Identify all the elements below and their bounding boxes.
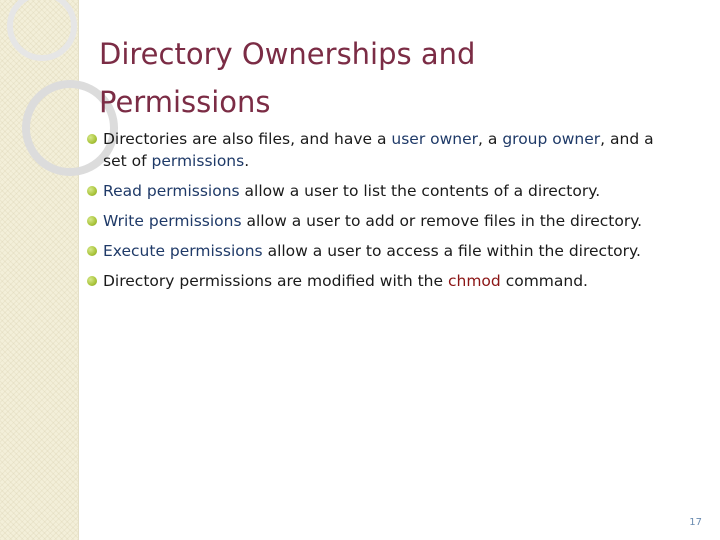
bullet-text: allow a user to access a file within the directory. <box>262 242 641 260</box>
bullet-item-execute <box>0 236 700 266</box>
bullet-dot-icon <box>87 276 97 286</box>
bullet-text: Directory permissions are modified with the <box>103 272 448 290</box>
slide-title <box>99 30 659 126</box>
bullet-text: . <box>244 152 250 170</box>
bullet-text: command. <box>500 272 588 290</box>
slide-title-line-1: Directory Ownerships and <box>99 37 476 71</box>
term-user-owner: user owner <box>391 130 479 148</box>
bullet-text: , a <box>478 130 503 148</box>
term-permissions: permissions <box>151 152 245 170</box>
bullet-dot-icon <box>87 246 97 256</box>
bullet-dot-icon <box>87 216 97 226</box>
bullet-text: Directories are also files, and have a <box>103 130 392 148</box>
bullet-item-ownership <box>0 124 700 176</box>
term-group-owner: group owner <box>502 130 601 148</box>
term-read-permissions: Read permissions <box>103 182 240 200</box>
bullet-item-chmod <box>0 266 700 296</box>
bullet-list <box>0 124 700 296</box>
bullet-text: , and a set of <box>103 130 654 170</box>
bullet-dot-icon <box>87 186 97 196</box>
page-number: 17 <box>689 517 702 528</box>
bullet-item-read <box>0 176 700 206</box>
bullet-dot-icon <box>87 134 97 144</box>
term-write-permissions: Write permissions <box>103 212 242 230</box>
bullet-text: allow a user to add or remove files in the directory. <box>241 212 643 230</box>
bullet-item-write <box>0 206 700 236</box>
term-execute-permissions: Execute permissions <box>103 242 263 260</box>
slide-title-line-2: Permissions <box>99 85 271 119</box>
term-chmod-command: chmod <box>447 272 501 290</box>
bullet-text: allow a user to list the contents of a directory. <box>239 182 601 200</box>
